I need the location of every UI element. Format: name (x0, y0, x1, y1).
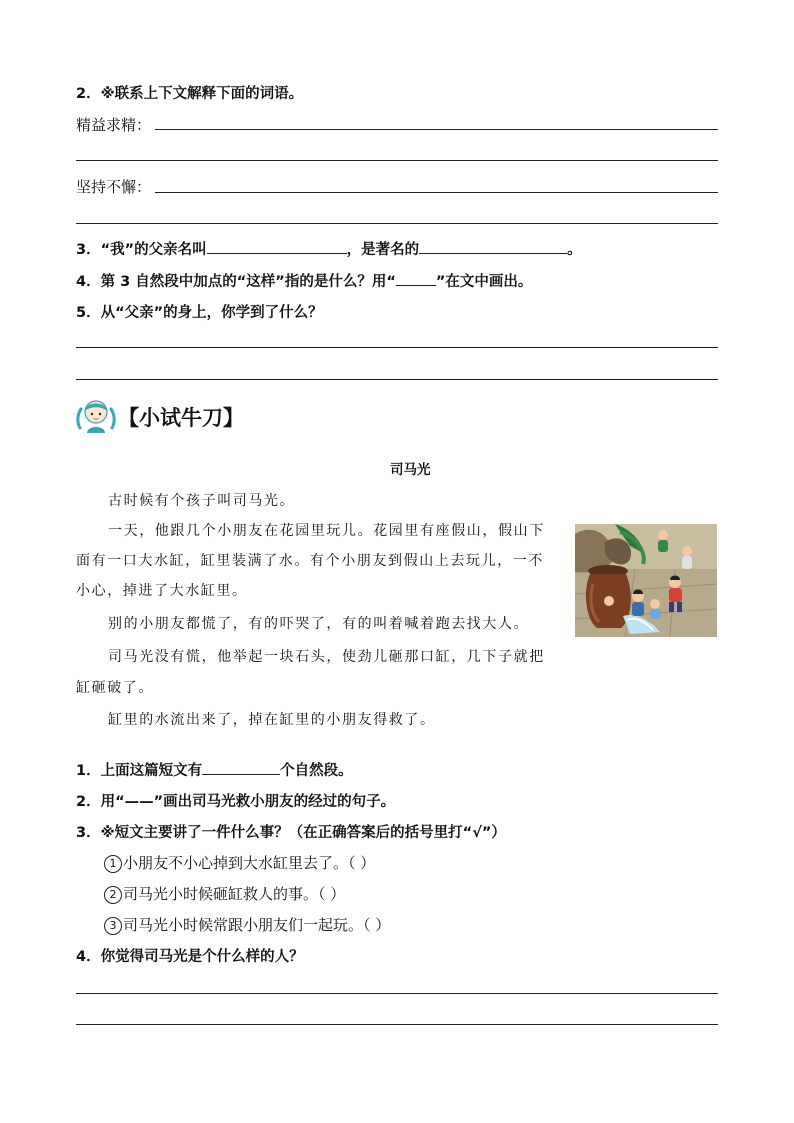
fill-blank-father-name[interactable] (207, 239, 347, 254)
story-line: 别的小朋友都慌了，有的吓哭了，有的叫着喊着跑去找大人。 (108, 616, 530, 632)
story-line: 面有一口大水缸，缸里装满了水。有个小朋友到假山上去玩儿，一不 (76, 553, 544, 569)
story-question-3: 3．※短文主要讲了一件什么事？（在正确答案后的括号里打“√”） (76, 825, 506, 841)
story-question-1 (76, 759, 353, 780)
question-4-prefix: 4．第 3 自然段中加点的“这样”指的是什么？用“ (76, 274, 396, 290)
story-line: 缸里的水流出来了，掉在缸里的小朋友得救了。 (108, 712, 436, 728)
question-3-suffix: 。 (567, 242, 582, 258)
story-line: 一天，他跟几个小朋友在花园里玩儿。花园里有座假山，假山下 (108, 523, 545, 539)
option-text: 司马光小时候砸缸救人的事。（ ） (123, 885, 346, 903)
term-2-label: 坚持不懈： (76, 178, 152, 196)
story-line: 缸砸破了。 (76, 680, 154, 696)
question-3-prefix: 3．“我”的父亲名叫 (76, 242, 207, 258)
option-number-badge: 1 (104, 855, 122, 873)
option-number-badge: 3 (104, 917, 122, 935)
option-text: 司马光小时候常跟小朋友们一起玩。（ ） (123, 916, 391, 934)
story-line: 司马光没有慌，他举起一块石头，使劲儿砸那口缸，几下子就把 (108, 649, 545, 665)
story-question-1-suffix: 个自然段。 (280, 763, 353, 779)
answer-line[interactable] (76, 379, 718, 380)
question-4-suffix: ”在文中画出。 (435, 274, 533, 290)
section-title: 【小试牛刀】 (118, 406, 244, 430)
fill-blank-paragraph-count[interactable] (202, 760, 280, 775)
choice-option[interactable] (104, 852, 375, 873)
question-4 (76, 270, 532, 291)
question-2-heading: 2．※联系上下文解释下面的词语。 (76, 86, 304, 102)
story-question-1-prefix: 1．上面这篇短文有 (76, 763, 203, 779)
answer-line[interactable] (155, 129, 718, 130)
answer-line[interactable] (76, 1024, 718, 1025)
story-question-4: 4．你觉得司马光是个什么样的人？ (76, 949, 304, 965)
option-text: 小朋友不小心掉到大水缸里去了。（ ） (123, 854, 376, 872)
answer-line[interactable] (76, 223, 718, 224)
story-line: 小心，掉进了大水缸里。 (76, 583, 248, 599)
answer-line[interactable] (76, 160, 718, 161)
term-1-label: 精益求精： (76, 116, 152, 134)
answer-line[interactable] (76, 347, 718, 348)
story-illustration (575, 524, 717, 637)
answer-line[interactable] (76, 993, 718, 994)
fill-blank-famous-as[interactable] (419, 239, 567, 254)
girl-avatar-icon (74, 395, 118, 435)
story-question-2: 2．用“——”画出司马光救小朋友的经过的句子。 (76, 794, 396, 810)
underline-mark-sample (396, 271, 436, 286)
option-number-badge: 2 (104, 886, 122, 904)
story-line: 古时候有个孩子叫司马光。 (108, 493, 296, 509)
question-3-middle: ，是著名的 (346, 242, 420, 258)
question-5: 5．从“父亲”的身上，你学到了什么？ (76, 305, 323, 321)
question-3 (76, 238, 582, 259)
story-title: 司马光 (390, 462, 431, 478)
choice-option[interactable] (104, 914, 390, 935)
choice-option[interactable] (104, 883, 345, 904)
answer-line[interactable] (155, 192, 718, 193)
